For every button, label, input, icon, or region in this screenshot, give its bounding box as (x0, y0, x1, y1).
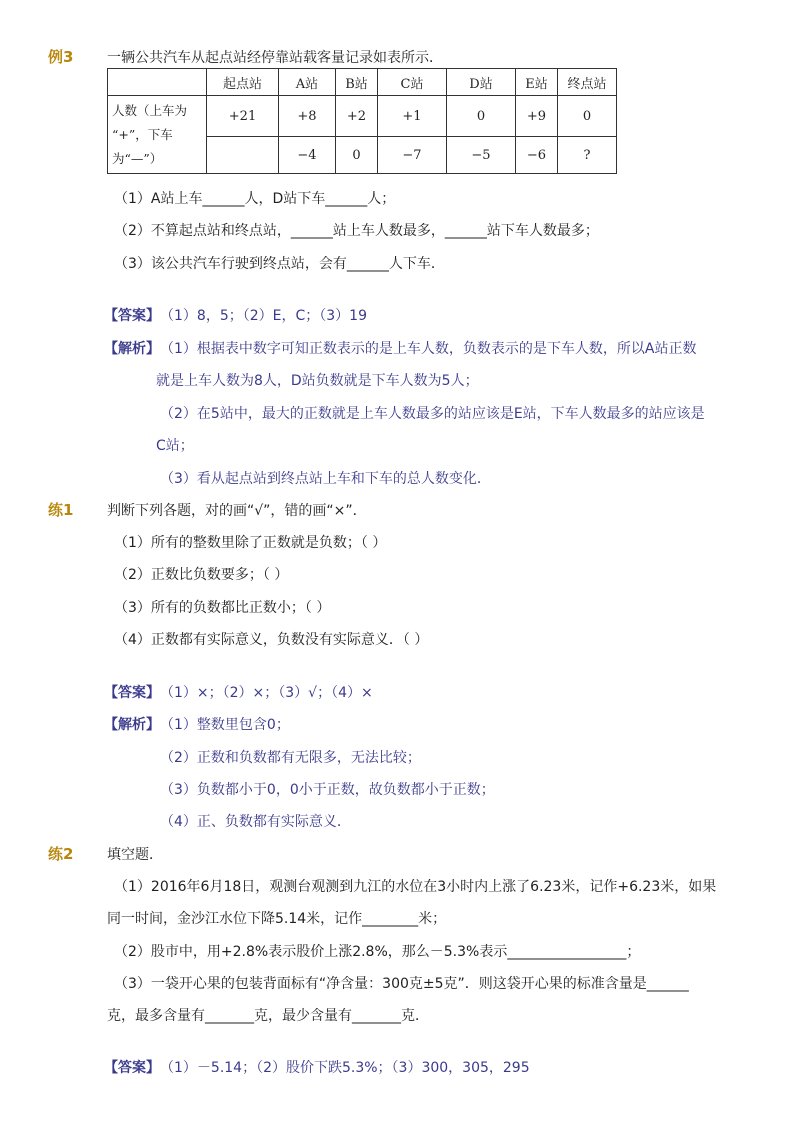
example-3-analysis-line-2: 就是上车人数为8人，D站负数就是下车人数为5人； (156, 373, 479, 389)
practice-1-answer: （1）×；（2）×；（3）√；（4）× (160, 685, 373, 701)
example-3-tag: 例3 (48, 48, 74, 66)
practice-1-analysis-line-1: （1）整数里包含0； (160, 717, 290, 733)
table-corner-cell (108, 69, 207, 96)
practice-2-line-3: （2）股市中，用+2.8%表示股价上涨2.8%，那么－5.3%表示_________________； (114, 944, 641, 960)
practice-2-line-2: 同一时间，金沙江水位下降5.14米，记作________米； (107, 911, 447, 927)
example-3-analysis-line-5: （3）看从起点站到终点站上车和下车的总人数变化． (160, 471, 491, 487)
example-3-question-2: （2）不算起点站和终点站，______站上车人数最多，______站下车人数最多； (114, 223, 599, 239)
example-3-analysis-line-3: （2）在5站中，最大的正数就是上车人数最多的站应该是E站，下车人数最多的站应该是 (160, 406, 705, 422)
example-3-analysis-label: 【解析】 (104, 341, 160, 357)
practice-1-tag: 练1 (48, 501, 74, 519)
cell-off-e: −6 (516, 137, 558, 174)
cell-on-c: +1 (378, 96, 447, 137)
example-3-question-1: （1）A站上车______人，D站下车______人； (114, 191, 396, 207)
practice-2-tag: 练2 (48, 845, 74, 863)
practice-1-answer-label: 【答案】 (104, 685, 160, 701)
header-c-station: C站 (378, 69, 447, 96)
example-3-analysis-line-1: （1）根据表中数字可知正数表示的是上车人数，负数表示的是下车人数，所以A站正数 (160, 341, 697, 357)
practice-1-item-1: （1）所有的整数里除了正数就是负数；（ ） (114, 535, 387, 551)
practice-1-analysis-line-4: （4）正、负数都有实际意义． (160, 814, 351, 830)
cell-on-b: +2 (336, 96, 378, 137)
cell-on-start: +21 (207, 96, 279, 137)
header-end-station: 终点站 (558, 69, 617, 96)
row-head-people (108, 96, 207, 174)
table-row-boarding (108, 96, 617, 137)
example-3-prompt: 一辆公共汽车从起点站经停靠站载客量记录如表所示． (107, 50, 443, 66)
practice-2-answer-label: 【答案】 (104, 1060, 160, 1076)
cell-off-a: −4 (279, 137, 336, 174)
header-e-station: E站 (516, 69, 558, 96)
practice-2-answer: （1）－5.14；（2）股价下跌5.3%；（3）300，305，295 (160, 1060, 530, 1076)
practice-1-item-2: （2）正数比负数要多；（ ） (114, 567, 289, 583)
passenger-record-table (107, 68, 617, 174)
cell-on-end: 0 (558, 96, 617, 137)
cell-on-a: +8 (279, 96, 336, 137)
cell-off-c: −7 (378, 137, 447, 174)
example-3-answer: （1）8，5；（2）E，C；（3）19 (160, 308, 367, 324)
example-3-answer-label: 【答案】 (104, 308, 160, 324)
header-d-station: D站 (447, 69, 516, 96)
practice-1-prompt: 判断下列各题，对的画“√”，错的画“×”． (107, 503, 367, 519)
example-3-question-3: （3）该公共汽车行驶到终点站，会有______人下车． (114, 256, 445, 272)
header-a-station: A站 (279, 69, 336, 96)
practice-2-line-4: （3）一袋开心果的包装背面标有“净含量：300克±5克”．则这袋开心果的标准含量是______ (114, 976, 689, 992)
practice-1-item-3: （3）所有的负数都比正数小；（ ） (114, 600, 331, 616)
practice-1-analysis-line-3: （3）负数都小于0，0小于正数，故负数都小于正数； (160, 782, 495, 798)
practice-2-prompt: 填空题． (107, 847, 163, 863)
cell-off-end: ? (558, 137, 617, 174)
row-head-line-2: “+”，下车 (112, 126, 173, 142)
practice-2-line-5: 克，最多含量有_______克，最少含量有_______克． (107, 1008, 429, 1024)
row-head-line-3: 为“—”） (112, 150, 163, 166)
cell-off-b: 0 (336, 137, 378, 174)
header-start-station: 起点站 (207, 69, 279, 96)
practice-1-analysis-line-2: （2）正数和负数都有无限多，无法比较； (160, 750, 421, 766)
cell-on-e: +9 (516, 96, 558, 137)
practice-2-line-1: （1）2016年6月18日，观测台观测到九江的水位在3小时内上涨了6.23米，记作+6.23米，如果 (114, 879, 717, 895)
cell-off-d: −5 (447, 137, 516, 174)
practice-1-item-4: （4）正数都有实际意义，负数没有实际意义．（ ） (114, 632, 429, 648)
header-b-station: B站 (336, 69, 378, 96)
example-3-analysis-line-4: C站； (156, 438, 194, 454)
cell-on-d: 0 (447, 96, 516, 137)
practice-1-analysis-label: 【解析】 (104, 717, 160, 733)
cell-off-start (207, 137, 279, 174)
table-header-row (108, 69, 617, 96)
row-head-line-1: 人数（上车为 (112, 102, 188, 118)
